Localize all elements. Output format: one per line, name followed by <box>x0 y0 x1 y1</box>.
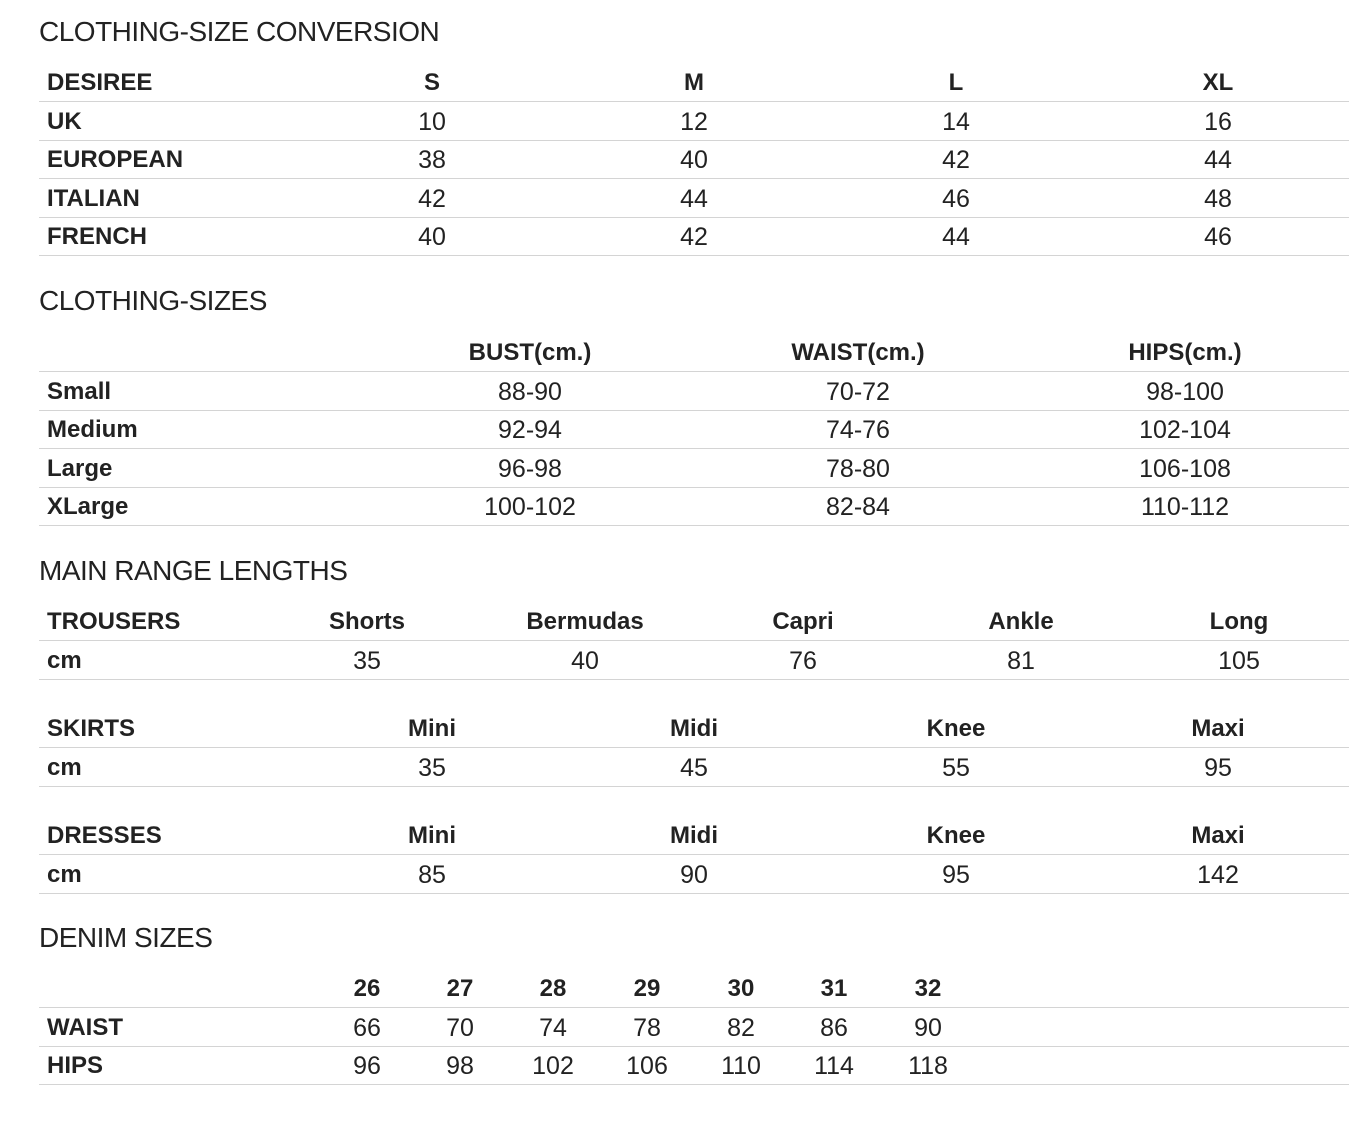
table-cell: 85 <box>418 860 446 889</box>
table-cell: 42 <box>418 184 446 213</box>
table-cell: 66 <box>353 1013 381 1042</box>
table-row <box>39 217 1349 256</box>
table-cell: 74-76 <box>826 416 890 445</box>
table-cell: 82 <box>727 1013 755 1042</box>
table-row <box>39 641 1349 680</box>
table-cell: 90 <box>914 1013 942 1042</box>
column-header: 31 <box>820 975 848 1002</box>
table-cell: 105 <box>1218 646 1260 675</box>
column-header: Knee <box>926 715 986 742</box>
table-title: DRESSES <box>47 822 162 849</box>
table-cell: 46 <box>942 184 970 213</box>
row-label: FRENCH <box>47 223 147 251</box>
column-header: 29 <box>633 975 661 1002</box>
table-title: TROUSERS <box>47 608 181 635</box>
table-cell: 74 <box>539 1013 567 1042</box>
table-cell: 78 <box>633 1013 661 1042</box>
row-label: Large <box>47 454 113 482</box>
table-cell: 55 <box>942 753 970 782</box>
column-header: Ankle <box>988 608 1054 635</box>
column-header: BUST(cm.) <box>468 339 592 366</box>
column-header: M <box>684 69 704 96</box>
table-row <box>39 179 1349 218</box>
column-header: Midi <box>670 822 718 849</box>
column-header: 26 <box>353 975 381 1002</box>
column-header: Mini <box>408 822 456 849</box>
column-header: 28 <box>539 975 567 1002</box>
section-title-clothing-sizes: CLOTHING-SIZES <box>39 285 267 316</box>
table-cell: 114 <box>814 1052 854 1081</box>
table-cell: 14 <box>942 107 970 136</box>
sizes-header-row <box>39 333 1349 372</box>
table-cell: 102-104 <box>1139 416 1231 445</box>
column-header: L <box>948 69 964 96</box>
column-header: HIPS(cm.) <box>1128 339 1242 366</box>
row-label: UK <box>47 107 82 135</box>
table-cell: 46 <box>1204 223 1232 252</box>
row-label: cm <box>47 753 82 781</box>
row-label: ITALIAN <box>47 184 140 212</box>
section-title-main-range-lengths: MAIN RANGE LENGTHS <box>39 555 348 586</box>
denim-header-row <box>39 969 1349 1008</box>
skirts-header-row <box>39 709 1349 748</box>
column-header: Midi <box>670 715 718 742</box>
column-header: 27 <box>446 975 474 1002</box>
dresses-header-row <box>39 816 1349 855</box>
column-header: Knee <box>926 822 986 849</box>
table-cell: 86 <box>820 1013 848 1042</box>
table-row <box>39 487 1349 526</box>
row-label: WAIST <box>47 1013 123 1041</box>
table-cell: 76 <box>789 646 817 675</box>
row-label: Small <box>47 377 112 405</box>
table-row <box>39 1046 1349 1085</box>
row-label: HIPS <box>47 1052 104 1080</box>
table-row <box>39 410 1349 449</box>
table-cell: 81 <box>1007 646 1035 675</box>
table-cell: 90 <box>680 860 708 889</box>
table-cell: 70 <box>446 1013 474 1042</box>
table-cell: 35 <box>353 646 381 675</box>
table-cell: 42 <box>942 146 970 175</box>
column-header: Bermudas <box>526 608 644 635</box>
table-cell: 45 <box>680 753 708 782</box>
column-header: Long <box>1209 608 1269 635</box>
column-header: Maxi <box>1191 715 1245 742</box>
table-cell: 98-100 <box>1146 377 1224 406</box>
table-cell: 110 <box>721 1052 761 1081</box>
row-label: XLarge <box>47 493 129 521</box>
table-cell: 102 <box>532 1052 574 1081</box>
column-header: Capri <box>772 608 834 635</box>
table-cell: 92-94 <box>498 416 562 445</box>
table-cell: 40 <box>571 646 599 675</box>
table-cell: 95 <box>942 860 970 889</box>
table-cell: 48 <box>1204 184 1232 213</box>
column-header: S <box>423 69 441 96</box>
table-row <box>39 855 1349 894</box>
table-cell: 38 <box>418 146 446 175</box>
table-row <box>39 1008 1349 1047</box>
table-cell: 10 <box>418 107 446 136</box>
table-cell: 106-108 <box>1139 454 1231 483</box>
table-cell: 100-102 <box>484 493 576 522</box>
column-header: Maxi <box>1191 822 1245 849</box>
row-label: cm <box>47 860 82 888</box>
table-cell: 16 <box>1204 107 1232 136</box>
table-cell: 78-80 <box>826 454 890 483</box>
table-cell: 118 <box>908 1052 948 1081</box>
table-cell: 106 <box>626 1052 668 1081</box>
row-label: EUROPEAN <box>47 146 184 174</box>
table-title: DESIREE <box>47 69 153 96</box>
table-row <box>39 102 1349 141</box>
section-title-conversion: CLOTHING-SIZE CONVERSION <box>39 16 440 47</box>
table-row <box>39 748 1349 787</box>
table-title: SKIRTS <box>47 715 136 742</box>
table-cell: 42 <box>680 223 708 252</box>
table-cell: 110-112 <box>1140 493 1230 522</box>
table-cell: 98 <box>446 1052 474 1081</box>
table-cell: 44 <box>680 184 708 213</box>
table-row <box>39 140 1349 179</box>
table-row <box>39 372 1349 411</box>
table-cell: 82-84 <box>826 493 890 522</box>
table-cell: 35 <box>418 753 446 782</box>
table-cell: 95 <box>1204 753 1232 782</box>
column-header: XL <box>1202 69 1234 96</box>
table-cell: 44 <box>942 223 970 252</box>
table-row <box>39 449 1349 488</box>
table-cell: 96-98 <box>498 454 562 483</box>
table-cell: 88-90 <box>498 377 562 406</box>
trousers-header-row <box>39 602 1349 641</box>
table-cell: 40 <box>680 146 708 175</box>
column-header: 30 <box>727 975 755 1002</box>
table-cell: 12 <box>680 107 708 136</box>
column-header: 32 <box>914 975 942 1002</box>
section-title-denim-sizes: DENIM SIZES <box>39 922 213 953</box>
table-cell: 40 <box>418 223 446 252</box>
table-cell: 70-72 <box>826 377 890 406</box>
conversion-header-row <box>39 63 1349 102</box>
column-header: Mini <box>408 715 456 742</box>
row-label: Medium <box>47 416 138 444</box>
column-header: Shorts <box>328 608 406 635</box>
table-cell: 44 <box>1204 146 1232 175</box>
table-cell: 142 <box>1197 860 1239 889</box>
column-header: WAIST(cm.) <box>791 339 925 366</box>
table-cell: 96 <box>353 1052 381 1081</box>
row-label: cm <box>47 646 82 674</box>
